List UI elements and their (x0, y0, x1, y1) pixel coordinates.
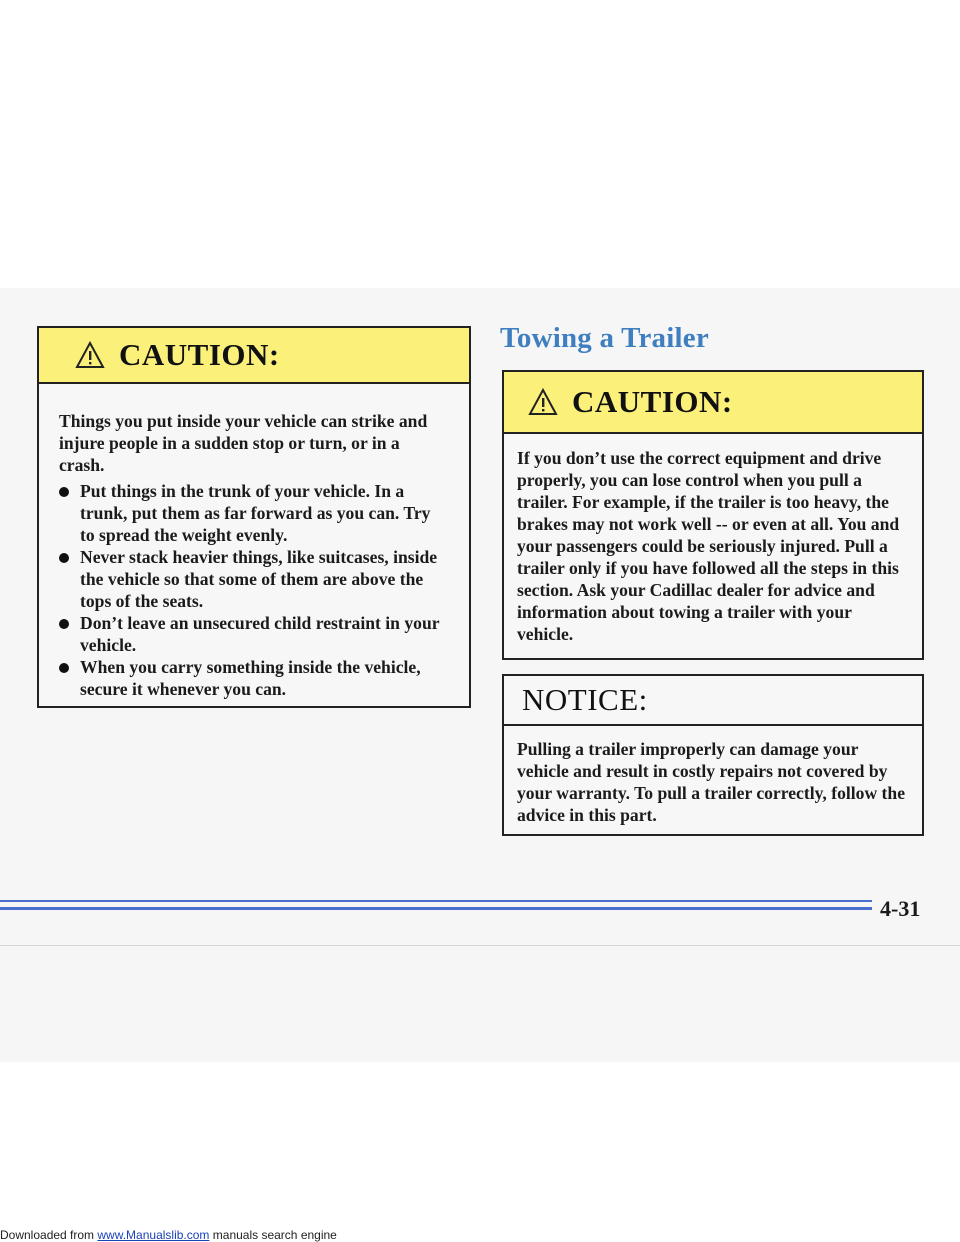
caution-header (504, 372, 922, 434)
section-title: Towing a Trailer (500, 322, 709, 354)
notice-box (502, 674, 924, 836)
notice-header (504, 676, 922, 726)
caution-header (39, 328, 469, 384)
caution-box-right (502, 370, 924, 660)
caution-body (39, 384, 469, 700)
bullet-icon (59, 663, 69, 673)
bullet-icon (59, 487, 69, 497)
notice-label: NOTICE: (522, 682, 648, 717)
bullet-icon (59, 553, 69, 563)
list-item: Never stack heavier things, like suitcases, inside the vehicle so that some of them are above the tops of the seats. (59, 546, 449, 612)
caution-intro: Things you put inside your vehicle can strike and injure people in a sudden stop or turn, or in a crash. (59, 411, 428, 475)
caution-bullet-list (59, 480, 449, 700)
notice-text: Pulling a trailer improperly can damage your vehicle and result in costly repairs not covered by your warranty. To pull a trailer correctly, follow the advice in this part. (517, 739, 906, 825)
list-item: Put things in the trunk of your vehicle. In a trunk, put them as far forward as you can. Try to spread the weight evenly. (59, 480, 449, 546)
caution-body (504, 434, 922, 645)
caution-text: If you don’t use the correct equipment and drive properly, you can lose control when you pull a trailer. For example, if the trailer is too heavy, the brakes may not work well -- or even at all. You and your passengers could be seriously injured. Pull a trailer only if you have followed all the steps in this section. Ask your Cadillac dealer for advice and information about towing a trailer with your vehicle. (517, 448, 900, 644)
warning-triangle-icon (75, 341, 105, 369)
download-footer: Downloaded from www.Manualslib.com manuals search engine (0, 1228, 337, 1242)
caution-label: CAUTION: (119, 337, 280, 372)
page-rule-top (0, 900, 872, 902)
list-item: When you carry something inside the vehicle, secure it whenever you can. (59, 656, 449, 700)
caution-label: CAUTION: (572, 384, 733, 419)
caution-box-left (37, 326, 471, 708)
page-number: 4-31 (880, 896, 921, 921)
page-rule-gray (0, 945, 960, 946)
notice-body (504, 726, 922, 826)
bullet-icon (59, 619, 69, 629)
list-item: Don’t leave an unsecured child restraint in your vehicle. (59, 612, 449, 656)
manualslib-link[interactable]: www.Manualslib.com (97, 1228, 210, 1242)
warning-triangle-icon (528, 388, 558, 416)
page-rule-bottom (0, 907, 872, 910)
